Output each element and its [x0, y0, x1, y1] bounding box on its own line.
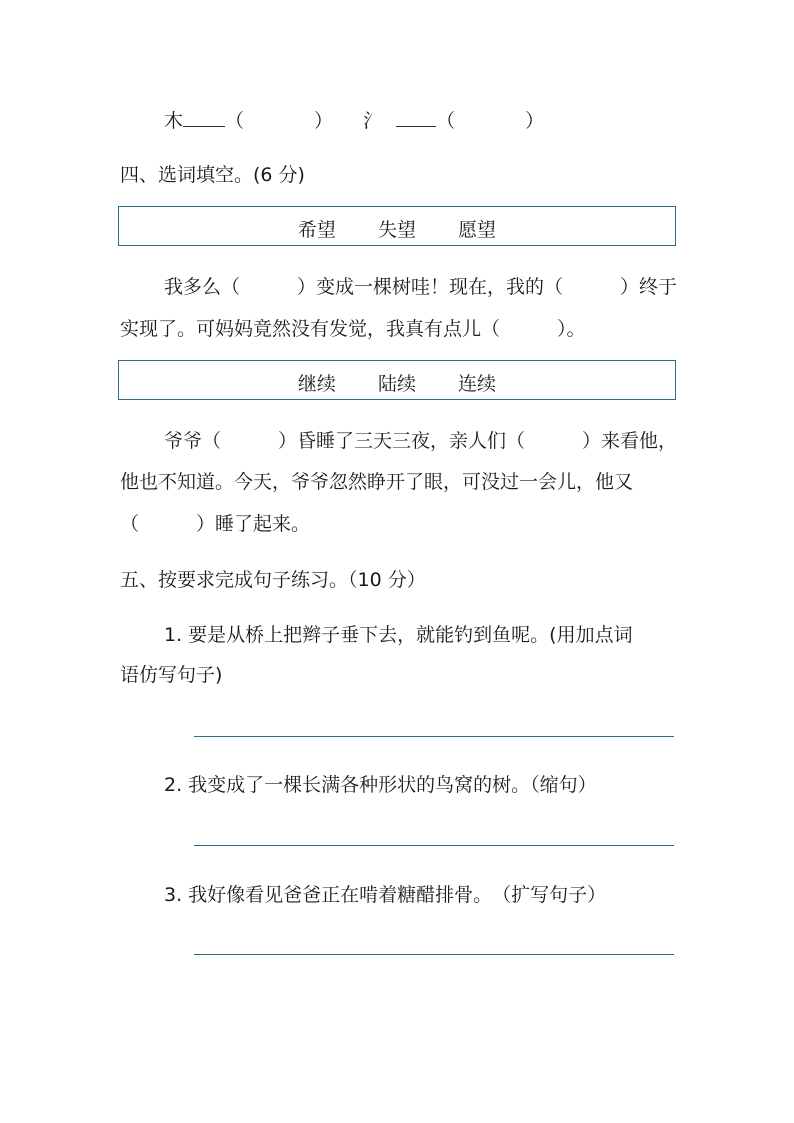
paren-close: ）: [525, 110, 545, 132]
paren-close: ）: [314, 110, 334, 132]
radical-mu: 木: [164, 110, 184, 132]
word-choice: 连续: [458, 373, 497, 395]
question-1-line-1: 1. 要是从桥上把辫子垂下去，就能钓到鱼呢。(用加点词: [164, 624, 633, 646]
paragraph-1-line-1: 我多么（ ）变成一棵树哇！现在，我的（ ）终于: [164, 276, 678, 298]
paren-open: （: [436, 110, 456, 132]
word-choices-1: [119, 215, 675, 242]
radical-fill-row: [164, 106, 544, 133]
radical-shui: 氵: [363, 110, 383, 132]
paragraph-2-line-2: 他也不知道。今天，爷爷忽然睁开了眼，可没过一会儿，他又: [120, 471, 634, 493]
word-choice: 陆续: [377, 373, 416, 395]
question-3: 3. 我好像看见爸爸正在啃着糖醋排骨。 （扩写句子）: [164, 884, 607, 906]
write-blank[interactable]: [396, 125, 436, 127]
section-4-heading: 四、选词填空。(6 分): [120, 164, 305, 186]
question-2: 2. 我变成了一棵长满各种形状的鸟窝的树。（缩句）: [164, 774, 597, 796]
paren-open: （: [225, 110, 245, 132]
answer-line-1[interactable]: [194, 736, 674, 737]
write-blank[interactable]: [183, 125, 225, 127]
word-box-2: [118, 360, 676, 400]
paragraph-2-line-1: 爷爷（ ）昏睡了三天三夜，亲人们（ ）来看他，: [164, 430, 678, 452]
word-box-1: [118, 206, 676, 246]
word-choice: 愿望: [458, 219, 497, 241]
answer-line-3[interactable]: [194, 954, 674, 955]
word-choice: 失望: [377, 219, 416, 241]
question-1-line-2: 语仿写句子): [120, 664, 223, 686]
paragraph-1-line-2: 实现了。可妈妈竟然没有发觉，我真有点儿（ ）。: [120, 318, 586, 340]
word-choice: 继续: [297, 373, 336, 395]
paragraph-2-line-3: （ ）睡了起来。: [120, 513, 311, 535]
answer-line-2[interactable]: [194, 845, 674, 846]
word-choice: 希望: [297, 219, 336, 241]
section-5-heading: 五、按要求完成句子练习。（10 分）: [120, 569, 426, 591]
word-choices-2: [119, 369, 675, 396]
